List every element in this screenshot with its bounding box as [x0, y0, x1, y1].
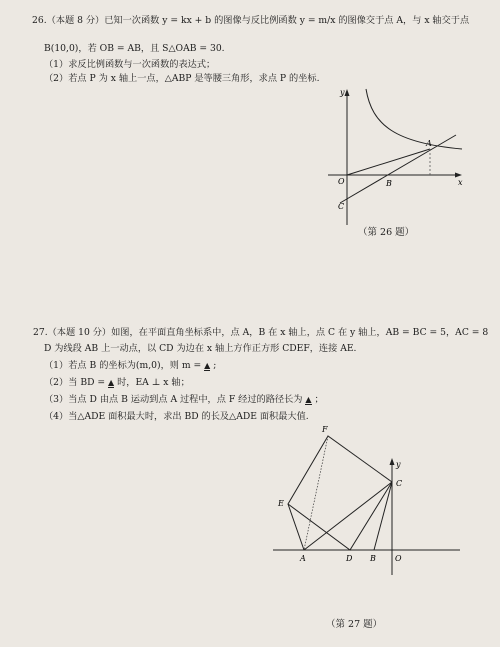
q27-label-O: O: [395, 554, 402, 563]
q27-part3-text-pre: （3）当点 D 由点 B 运动到点 A 过程中，点 F 经过的路径长为: [44, 394, 303, 405]
q26-label-B: B: [386, 179, 392, 188]
q26-label-C: C: [338, 202, 345, 211]
q26-label-O: O: [338, 177, 345, 186]
q26-line1: 26.（本题 8 分）已知一次函数 y = kx + b 的图像与反比例函数 y = m/x 的图像交于点 A，与 x 轴交于点: [32, 15, 470, 26]
q27-part4: （4）当△ADE 面积最大时，求出 BD 的长及△ADE 面积最大值.: [44, 411, 309, 422]
q27-part3-blank: ▲: [305, 395, 312, 404]
q27-part2-blank: ▲: [108, 378, 115, 387]
q27-part2-text-post: 时，EA ⊥ x 轴；: [117, 377, 190, 388]
q27-label-E: E: [278, 499, 284, 508]
q26-line2: B(10,0)，若 OB = AB，且 S△OAB = 30.: [44, 43, 225, 54]
q27-label-y: y: [396, 460, 401, 469]
q26-part1: （1）求反比例函数与一次函数的表达式；: [44, 59, 216, 70]
q27-label-B: B: [370, 554, 376, 563]
q27-part2-text-pre: （2）当 BD =: [44, 377, 106, 388]
q26-caption: （第 26 题）: [358, 227, 415, 238]
q27-label-C: C: [396, 479, 403, 488]
q27-part1: （1）若点 B 的坐标为(m,0)，则 m = ▲ ;: [44, 360, 217, 371]
q27-caption: （第 27 题）: [326, 619, 383, 630]
q27-part3-text-post: ；: [314, 394, 324, 405]
q27-label-D: D: [346, 554, 353, 563]
q27-part3: [44, 393, 324, 406]
q27-part2: [44, 376, 190, 389]
q27-line2: D 为线段 AB 上一动点，以 CD 为边在 x 轴上方作正方形 CDEF，连接 AE.: [44, 343, 357, 354]
q27-line1: 27.（本题 10 分）如图，在平面直角坐标系中，点 A，B 在 x 轴上，点 C 在 y 轴上，AB = BC = 5，AC = 8: [33, 327, 489, 338]
q26-figure: [300, 85, 470, 235]
q27-part1-blank: ▲: [204, 361, 211, 370]
q27-label-F: F: [322, 425, 328, 434]
q26-label-A: A: [426, 139, 432, 148]
q26-label-x: x: [458, 178, 463, 187]
q27-part1-text: （1）若点 B 的坐标为(m,0)，则 m =: [44, 360, 202, 371]
q27-figure: [268, 420, 468, 580]
q27-label-A: A: [300, 554, 306, 563]
q26-part2: （2）若点 P 为 x 轴上一点，△ABP 是等腰三角形，求点 P 的坐标.: [44, 73, 320, 84]
q26-label-y: y: [340, 88, 345, 97]
